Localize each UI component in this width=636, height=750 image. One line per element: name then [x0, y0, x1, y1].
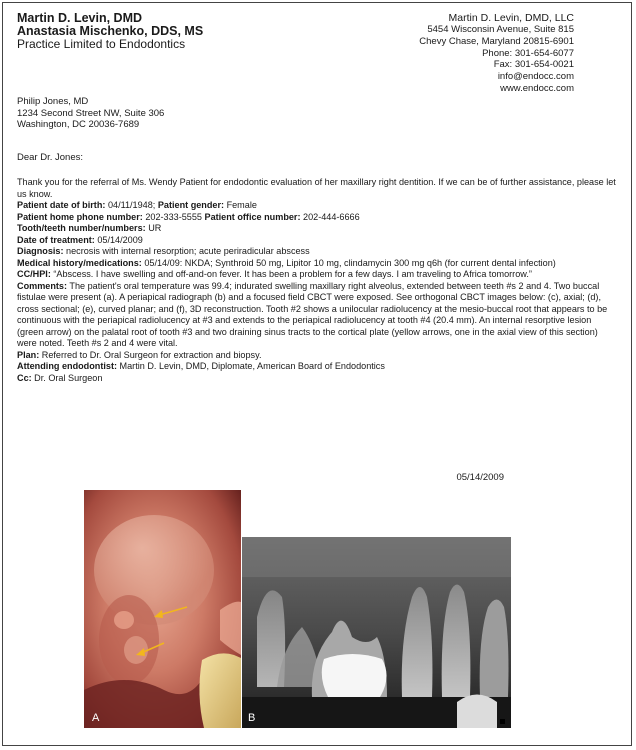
cc-hpi-line: [17, 269, 617, 281]
cc2-label: Cc:: [17, 372, 32, 383]
home-value: 202-333-5555: [142, 211, 205, 222]
salutation: Dear Dr. Jones:: [17, 152, 83, 163]
diagnosis-line: [17, 246, 617, 258]
treatment-date-line: [17, 235, 617, 247]
office-label: Patient office number:: [204, 211, 301, 222]
firm-email: info@endocc.com: [497, 71, 574, 83]
dob-label: Patient date of birth:: [17, 200, 106, 210]
practice-line: Practice Limited to Endodontics: [17, 37, 186, 51]
gender-value: Female: [224, 200, 257, 210]
att-label: Attending endodontist:: [17, 361, 118, 371]
att-value: Martin D. Levin, DMD, Diplomate, American Board of Endodontics: [117, 361, 385, 371]
attending-line: [17, 361, 617, 373]
clinical-photo: [84, 490, 241, 728]
firm-phone: Phone: 301-654-6077: [482, 47, 574, 59]
plan-label: Plan:: [17, 349, 40, 360]
letterhead-left: [17, 12, 203, 51]
recipient-street: 1234 Second Street NW, Suite 306: [17, 107, 165, 119]
doctor-name-2: Anastasia Mischenko, DDS, MS: [17, 24, 204, 38]
phone-line: [17, 212, 617, 224]
cc-value: “Abscess. I have swelling and off-and-on fever. It has been a problem for a few days. I am traveling to Africa tomorrow.”: [50, 269, 532, 279]
recipient-address: [17, 96, 164, 131]
treat-value: 05/14/2009: [94, 234, 143, 245]
tooth-label: Tooth/teeth number/numbers:: [17, 223, 146, 233]
recipient-name: Philip Jones, MD: [17, 96, 89, 107]
periapical-radiograph: [242, 537, 511, 728]
letterhead-right: [419, 12, 574, 95]
plan-value: Referred to Dr. Oral Surgeon for extraction and biopsy.: [39, 349, 262, 360]
cc2-value: Dr. Oral Surgeon: [31, 372, 103, 383]
comments-label: Comments:: [17, 280, 68, 291]
clinical-photo-graphic: [84, 490, 241, 728]
comments-value: The patient's oral temperature was 99.4; indurated swelling maxillary right alveolus, extended between teeth #s 2 and 4. Two buccal fistulae were present (a). A periapical radiograph (b) and a focused field CBCT were exposed. See orthogonal CBCT images below: (c), axial; (d), cross sectional; (e), curved planar; and (f), 3D reconstruction. Tooth #2 shows a unilocular radiolucency at the mesio-buccal root that appears to be continuous with the periapical radiolucency at #3 and extends to the periapical radiolucency at tooth #4 (20.4 mm). An internal resorptive lesion (green arrow) on the palatal root of tooth #3 and two draining sinus tracts to the cortical plate (yellow arrows, one in the axial view of this section) were noted. Teeth #s 2 and 4 were vital.: [17, 280, 608, 348]
home-label: Patient home phone number:: [17, 211, 143, 222]
med-label: Medical history/medications:: [17, 257, 142, 268]
doctor-name-1: Martin D. Levin, DMD: [17, 11, 143, 25]
intro-paragraph: Thank you for the referral of Ms. Wendy Patient for endodontic evaluation of her maxillary right dentition. If we can be of further assistance, please let us know.: [17, 177, 616, 199]
letter-body: [17, 177, 617, 384]
tooth-value: UR: [145, 223, 162, 233]
firm-city: Chevy Chase, Maryland 20815-6901: [419, 35, 574, 47]
firm-web: www.endocc.com: [500, 82, 574, 94]
dob-value: 04/11/1948;: [105, 200, 158, 210]
gender-label: Patient gender:: [157, 200, 225, 210]
figure-b-label: B: [248, 712, 256, 724]
radiograph-graphic: [242, 537, 511, 728]
firm-street: 5454 Wisconsin Avenue, Suite 815: [427, 24, 574, 35]
signature-date: 05/14/2009: [456, 472, 504, 483]
firm-fax: Fax: 301-654-0021: [493, 59, 574, 71]
tooth-line: [17, 223, 617, 235]
dob-line: [17, 200, 617, 212]
plan-line: [17, 350, 617, 362]
recipient-city: Washington, DC 20036-7689: [17, 119, 140, 131]
office-value: 202-444-6666: [300, 211, 360, 222]
firm-name: Martin D. Levin, DMD, LLC: [448, 12, 574, 24]
figure-a-label: A: [92, 712, 100, 724]
cc-label: CC/HPI:: [17, 269, 51, 279]
medical-history-line: [17, 258, 617, 270]
comments-paragraph: [17, 281, 617, 350]
dx-value: necrosis with internal resorption; acute periradicular abscess: [63, 246, 310, 256]
treat-label: Date of treatment:: [17, 234, 95, 245]
med-value: 05/14/09: NKDA; Synthroid 50 mg, Lipitor 10 mg, clindamycin 300 mg q6h (for current dental infection): [141, 257, 556, 268]
dx-label: Diagnosis:: [17, 246, 64, 256]
cc-line: [17, 373, 617, 385]
